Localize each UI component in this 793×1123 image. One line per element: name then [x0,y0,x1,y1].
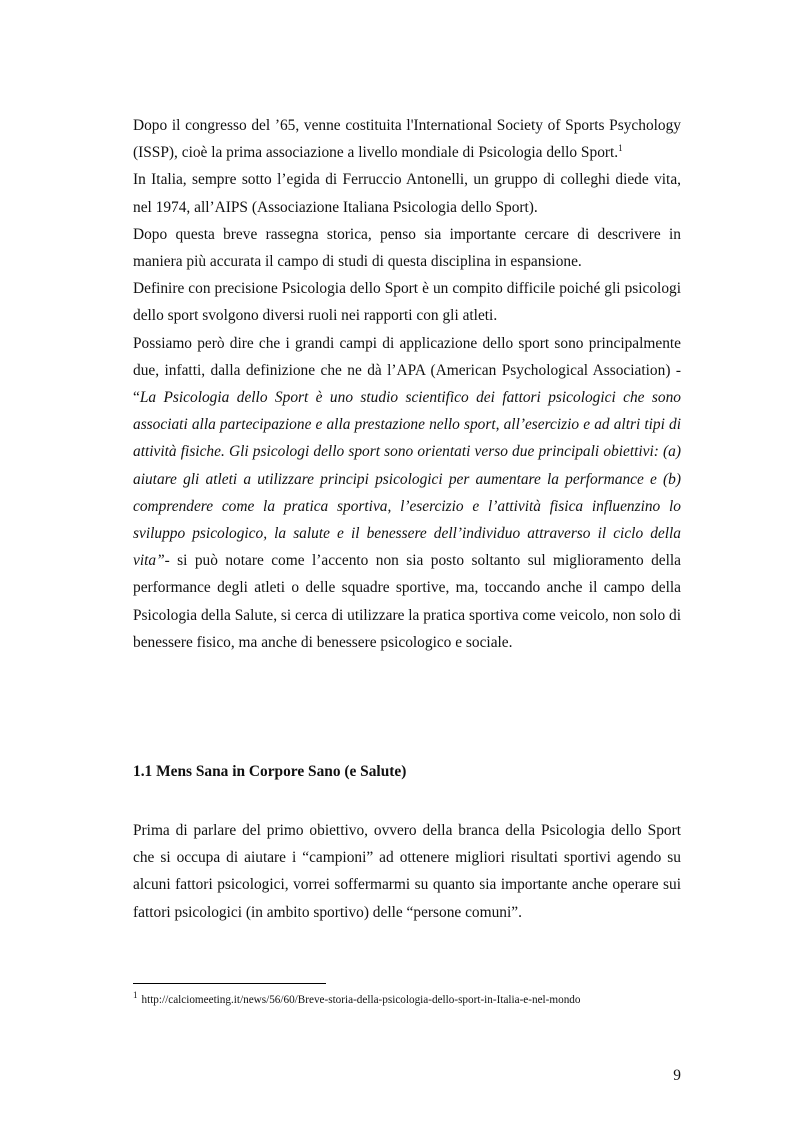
paragraph-apa: Possiamo però dire che i grandi campi di applicazione dello sport sono principalmente due, infatti, dalla definizione che ne dà l’APA (American Psychological Association) - “La Psicologia dello Sport è uno studio scientifico dei fattori psicologici che sono associati alla partecipazione e alla prestazione nello sport, all’esercizio e ad altri tipi di attività fisiche. Gli psicologi dello sport sono orientati verso due principali obiettivi: (a) aiutare gli atleti a utilizzare principi psicologici per aumentare la performance e (b) comprendere come la pratica sportiva, l’esercizio e l’attività fisica influenzino lo sviluppo psicologico, la salute e il benessere dell’individuo attraverso il ciclo della vita”- si può notare come l’accento non sia posto soltanto sul miglioramento della performance degli atleti o delle squadre sportive, ma, toccando anche il campo della Psicologia della Salute, si cerca di utilizzare la pratica sportiva come veicolo, non solo di benessere fisico, ma anche di benessere psicologico e sociale. [133,334,681,651]
paragraph-issp: Dopo il congresso del ’65, venne costituita l'International Society of Sports Psychology (ISSP), cioè la prima associazione a livello mondiale di Psicologia dello Sport.$^1$ [133,117,681,162]
paragraph-section-intro: Prima di parlare del primo obiettivo, ovvero della branca della Psicologia dello Sport che si occupa di aiutare i “campioni” ad ottenere migliori risultati sportivi agendo su alcuni fattori psicologici, vorrei soffermarmi su quanto sia importante anche operare sui fattori psicologici (in ambito sportivo) delle “persone comuni”. [133,822,681,921]
footnote [133,990,580,1006]
body-text [133,112,681,656]
section-body [133,817,681,926]
footnote-divider [133,983,326,984]
footnote-reference: 1 [618,143,623,154]
footnote-link[interactable]: http://calciomeeting.it/news/56/60/Breve-storia-della-psicologia-dello-sport-in-Italia-e-nel-mondo [141,994,581,1006]
paragraph-aips: In Italia, sempre sotto l’egida di Ferruccio Antonelli, un gruppo di colleghi diede vita, nel 1974, all’AIPS (Associazione Italiana Psicologia dello Sport). [133,171,681,216]
paragraph-review: Dopo questa breve rassegna storica, penso sia importante cercare di descrivere in maniera più accurata il campo di studi di questa disciplina in espansione. [133,225,681,271]
paragraph-definition: Definire con precisione Psicologia dello Sport è un compito difficile poiché gli psicologi dello sport svolgono diversi ruoli nei rapporti con gli atleti. [133,280,681,325]
apa-quote: La Psicologia dello Sport è uno studio scientifico dei fattori psicologici che sono associati alla partecipazione e alla prestazione nello sport, all’esercizio e ad altri tipi di attività fisiche. Gli psicologi dello sport sono orientati verso due principali obiettivi: (a) aiutare gli atleti a utilizzare principi psicologici per aumentare la performance e (b) comprendere come la pratica sportiva, l’esercizio e l’attività fisica influenzino lo sviluppo psicologico, la salute e il benessere dell’individuo attraverso il ciclo della vita” [133,389,681,570]
section-heading: 1.1 Mens Sana in Corpore Sano (e Salute) [133,763,407,780]
footnote-mark: 1 [133,990,138,1000]
page-number: 9 [673,1067,681,1084]
